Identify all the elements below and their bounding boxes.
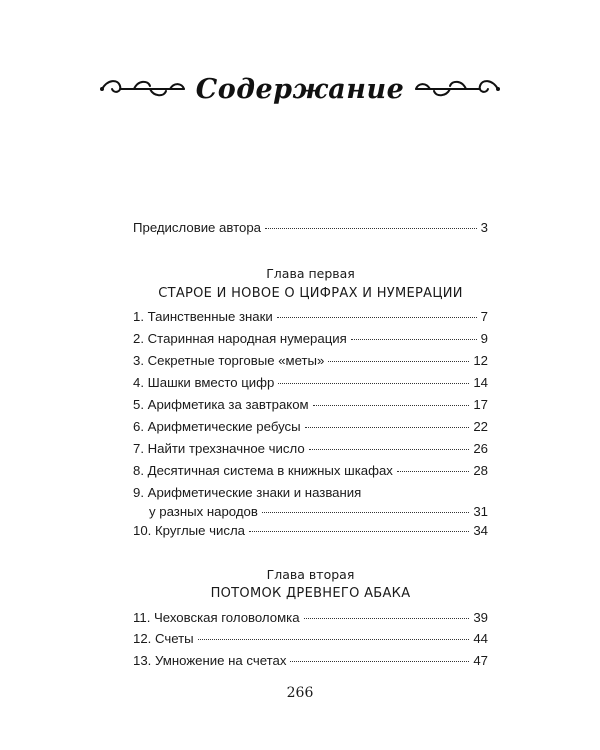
toc-entry[interactable] [133,653,488,668]
toc-entry[interactable] [133,375,488,390]
leader-dots [304,618,470,619]
toc-entry[interactable] [133,331,488,346]
entry-page: 7 [480,309,488,324]
entry-label: 3. Секретные торговые «меты» [133,353,325,368]
entry-label: 7. Найти трехзначное число [133,441,305,456]
left-ornament-icon [98,74,190,104]
entry-label: 13. Умножение на счетах [133,653,287,668]
entry-page: 3 [480,220,488,235]
entry-page: 17 [473,397,488,412]
toc-entry[interactable] [133,631,488,646]
leader-dots [249,531,469,532]
entry-label: 4. Шашки вместо цифр [133,375,275,390]
entry-label: 9. Арифметические знаки и названия [133,485,362,500]
entry-label: 8. Десятичная система в книжных шкафах [133,463,393,478]
title-row [0,66,600,112]
leader-dots [277,317,477,318]
entry-label: 1. Таинственные знаки [133,309,273,324]
leader-dots [351,339,477,340]
toc-entry[interactable] [133,419,488,434]
entry-label: 5. Арифметика за завтраком [133,397,309,412]
entry-label: Предисловие автора [133,220,262,235]
leader-dots [313,405,470,406]
entry-page: 26 [473,441,488,456]
right-ornament-icon [410,74,502,104]
entry-page: 22 [473,419,488,434]
entry-page: 39 [473,610,488,625]
page-title: Содержание [195,73,405,105]
toc-entry[interactable] [133,309,488,324]
entry-page: 12 [473,353,488,368]
toc-entry[interactable] [133,523,488,538]
leader-dots [290,661,469,662]
leader-dots [265,228,477,229]
toc-entry[interactable] [133,463,488,478]
entry-label: 6. Арифметические ребусы [133,419,301,434]
toc-entry-preface[interactable] [133,220,488,235]
entry-page: 34 [473,523,488,538]
chapter-2-label: Глава вторая [266,567,355,582]
leader-dots [397,471,469,472]
toc-entry[interactable] [133,610,488,625]
leader-dots [278,383,469,384]
toc-entry[interactable] [133,485,488,519]
entry-label-cont: у разных народов [149,504,258,519]
entry-label: 2. Старинная народная нумерация [133,331,347,346]
leader-dots [328,361,469,362]
entry-label: 10. Круглые числа [133,523,246,538]
page-number: 266 [286,685,314,701]
entry-page: 28 [473,463,488,478]
chapter-2-title: ПОТОМОК ДРЕВНЕГО АБАКА [210,586,411,601]
leader-dots [262,512,469,513]
entry-page: 31 [473,504,488,519]
leader-dots [309,449,470,450]
entry-page: 47 [473,653,488,668]
entry-label: 12. Счеты [133,631,194,646]
leader-dots [198,639,470,640]
entry-label: 11. Чеховская головоломка [133,610,300,625]
toc-entry[interactable] [133,397,488,412]
entry-continuation [133,504,488,519]
entry-page: 14 [473,375,488,390]
entry-page: 44 [473,631,488,646]
entry-page: 9 [480,331,488,346]
chapter-1-title: СТАРОЕ И НОВОЕ О ЦИФРАХ И НУМЕРАЦИИ [158,286,463,301]
toc-entry[interactable] [133,353,488,368]
toc-entry[interactable] [133,441,488,456]
leader-dots [305,427,470,428]
chapter-1-label: Глава первая [266,266,355,281]
